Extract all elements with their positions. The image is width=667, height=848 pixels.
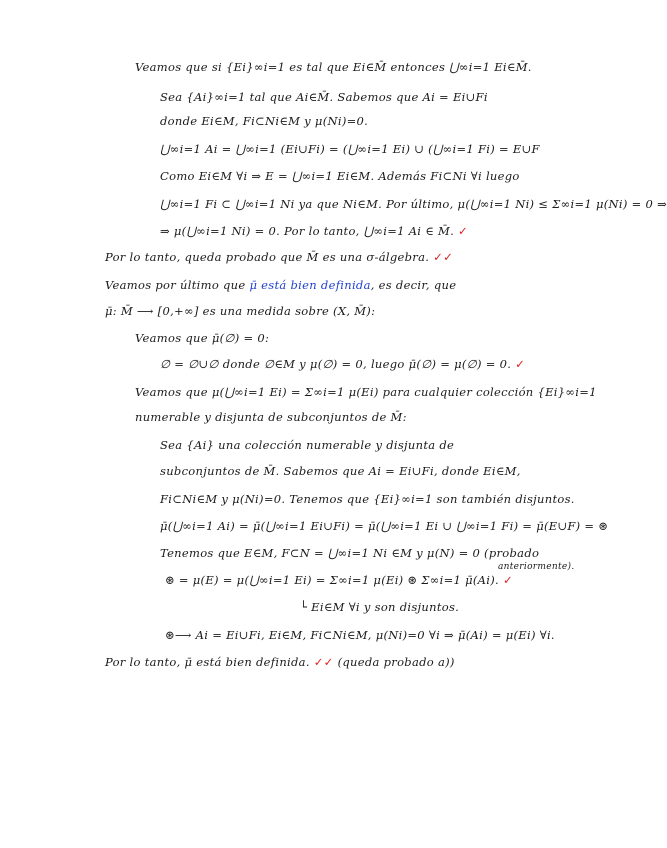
- text-line: ∅ = ∅∪∅ donde ∅∈M y μ(∅) = 0, luego μ̄(∅) = μ(∅) = 0. ✓: [160, 357, 526, 371]
- text-line: subconjuntos de M̄. Sabemos que Ai = Ei∪Fi, donde Ei∈M,: [160, 464, 521, 478]
- text-line: ⋃∞i=1 Fi ⊂ ⋃∞i=1 Ni ya que Ni∈M. Por último, μ(⋃∞i=1 Ni) ≤ Σ∞i=1 μ(Ni) = 0 ⇒: [160, 197, 667, 211]
- text-line: μ̄: M̄ ⟶ [0,+∞] es una medida sobre (X, M̄):: [105, 304, 376, 318]
- check-mark: ✓: [502, 573, 513, 587]
- text-line: ⊛⟶ Ai = Ei∪Fi, Ei∈M, Fi⊂Ni∈M, μ(Ni)=0 ∀i ⇒ μ̄(Ai) = μ(Ei) ∀i.: [165, 628, 555, 642]
- highlighted-phrase: μ̄ está bien definida: [249, 278, 371, 292]
- text-line: donde Ei∈M, Fi⊂Ni∈M y μ(Ni)=0.: [160, 114, 369, 128]
- text-line: └ Ei∈M ∀i y son disjuntos.: [300, 600, 460, 614]
- text-line-note: anteriormente).: [498, 562, 575, 572]
- text-line: Veamos que μ̄(∅) = 0:: [135, 331, 270, 345]
- text-line: Por lo tanto, μ̄ está bien definida. ✓✓ (queda probado a)): [105, 655, 455, 669]
- text-line: Sea {Ai} una colección numerable y disjunta de: [160, 438, 455, 452]
- text-line: Tenemos que E∈M, F⊂N = ⋃∞i=1 Ni ∈M y μ(N) = 0 (probado: [160, 546, 540, 560]
- double-check-mark: ✓✓: [313, 655, 334, 669]
- check-mark: ✓: [458, 224, 468, 238]
- text-line: Como Ei∈M ∀i ⇒ E = ⋃∞i=1 Ei∈M. Además Fi⊂Ni ∀i luego: [160, 169, 520, 183]
- text-line: ⊛ = μ(E) = μ(⋃∞i=1 Ei) = Σ∞i=1 μ(Ei) ⊛ Σ∞i=1 μ̄(Ai). ✓: [165, 573, 513, 587]
- text-line: Veamos que μ(⋃∞i=1 Ei) = Σ∞i=1 μ(Ei) para cualquier colección {Ei}∞i=1: [135, 385, 597, 399]
- text-line: Por lo tanto, queda probado que M̄ es una σ-álgebra. ✓✓: [105, 250, 454, 264]
- text-line: ⋃∞i=1 Ai = ⋃∞i=1 (Ei∪Fi) = (⋃∞i=1 Ei) ∪ (⋃∞i=1 Fi) = E∪F: [160, 142, 540, 156]
- text-line: Veamos por último que μ̄ está bien definida, es decir, que: [105, 278, 457, 292]
- text-line: ⇒ μ(⋃∞i=1 Ni) = 0. Por lo tanto, ⋃∞i=1 Ai ∈ M̄. ✓: [160, 224, 468, 238]
- text-line: Fi⊂Ni∈M y μ(Ni)=0. Tenemos que {Ei}∞i=1 son también disjuntos.: [160, 492, 575, 506]
- text-line: numerable y disjunta de subconjuntos de M̄:: [135, 410, 407, 424]
- text-line: μ̄(⋃∞i=1 Ai) = μ̄(⋃∞i=1 Ei∪Fi) = μ̄(⋃∞i=1 Ei ∪ ⋃∞i=1 Fi) = μ̄(E∪F) = ⊛: [160, 519, 609, 533]
- double-check-mark: ✓✓: [433, 250, 454, 264]
- check-mark: ✓: [515, 357, 526, 371]
- text-line: Sea {Ai}∞i=1 tal que Ai∈M̄. Sabemos que Ai = Ei∪Fi: [160, 90, 488, 104]
- text-line: Veamos que si {Ei}∞i=1 es tal que Ei∈M̄ entonces ⋃∞i=1 Ei∈M̄.: [135, 60, 532, 74]
